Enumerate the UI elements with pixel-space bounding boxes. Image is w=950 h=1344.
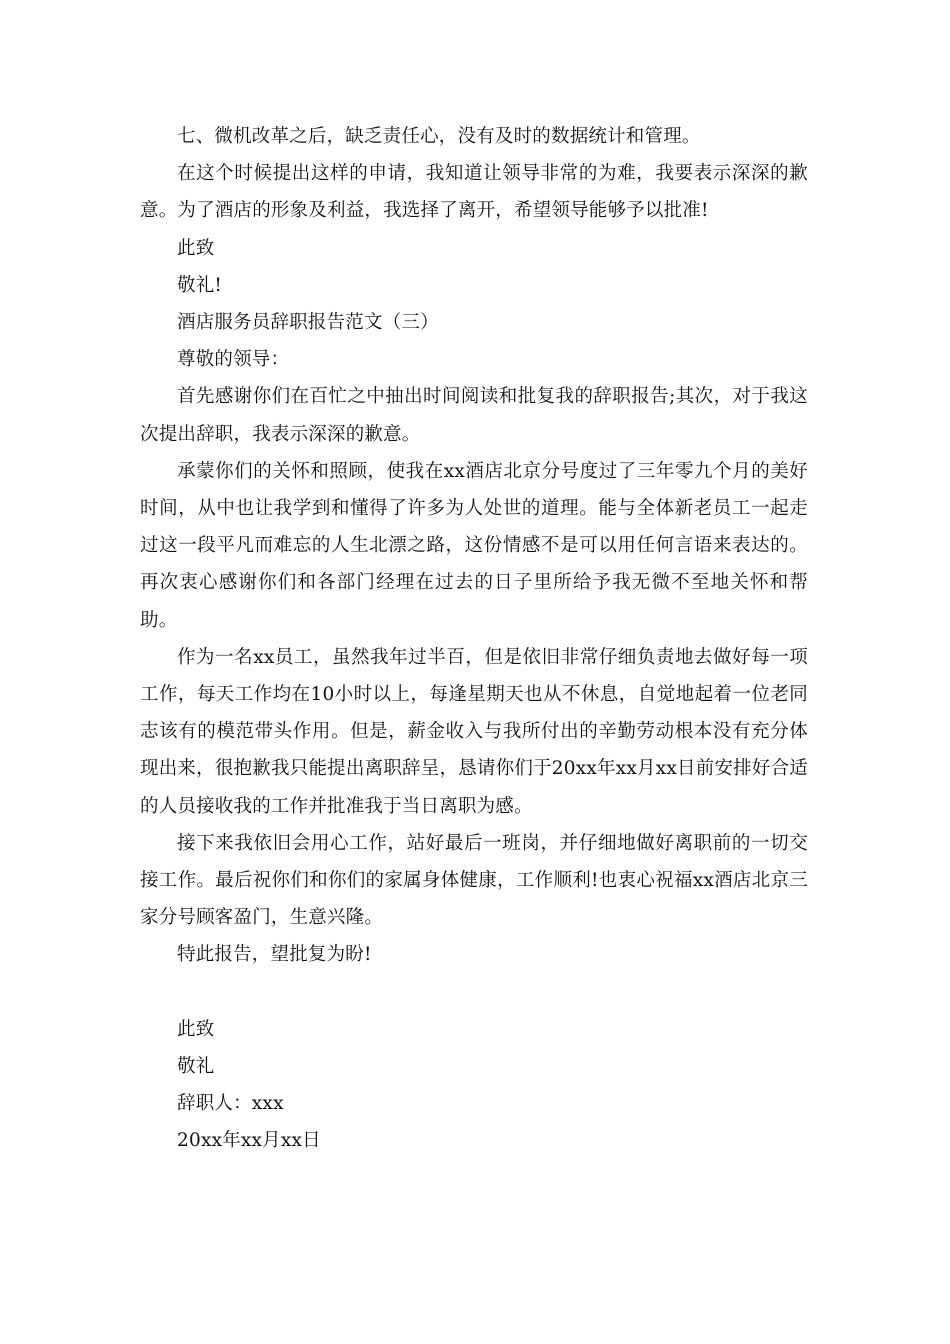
paragraph: 作为一名xx员工，虽然我年过半百，但是依旧非常仔细负责地去做好每一项工作，每天工作均在10小时以上，每逢星期天也从不休息，自觉地起着一位老同志该有的模范带头作用。但是，薪金收入与我所付出的辛勤劳动根本没有充分体现出来，很抱歉我只能提出离职辞呈，恳请你们于20xx年xx月xx日前安排好合适的人员接收我的工作并批准我于当日离职为感。 — [140, 646, 808, 817]
signature-line: 辞职人：xxx — [177, 1093, 284, 1115]
paragraph: 接下来我依旧会用心工作，站好最后一班岗，并仔细地做好离职前的一切交接工作。最后祝你们和你们的家属身体健康，工作顺利!也衷心祝福xx酒店北京三家分号顾客盈门，生意兴隆。 — [140, 832, 808, 929]
salutation: 尊敬的领导： — [177, 349, 290, 371]
closing-line: 敬礼 — [177, 1055, 215, 1077]
section-title: 酒店服务员辞职报告范文（三） — [177, 312, 439, 334]
paragraph: 敬礼! — [177, 274, 223, 296]
paragraph: 承蒙你们的关怀和照顾，使我在xx酒店北京分号度过了三年零九个月的美好时间，从中也让我学到和懂得了许多为人处世的道理。能与全体新老员工一起走过这一段平凡而难忘的人生北漂之路，这份情感不是可以用任何言语来表达的。再次衷心感谢你们和各部门经理在过去的日子里所给予我无微不至地关怀和帮助。 — [140, 460, 808, 631]
paragraph: 首先感谢你们在百忙之中抽出时间阅读和批复我的辞职报告;其次，对于我这次提出辞职，我表示深深的歉意。 — [140, 386, 808, 445]
paragraph: 特此报告，望批复为盼! — [177, 944, 372, 966]
blank-line — [140, 974, 808, 1011]
date-line: 20xx年xx月xx日 — [177, 1130, 321, 1152]
paragraph: 此致 — [177, 237, 215, 259]
document-body — [140, 118, 808, 1159]
paragraph: 七、微机改革之后，缺乏责任心，没有及时的数据统计和管理。 — [177, 126, 701, 147]
paragraph: 在这个时候提出这样的申请，我知道让领导非常的为难，我要表示深深的歉意。为了酒店的形象及利益，我选择了离开，希望领导能够予以批准! — [140, 163, 808, 222]
closing-line: 此致 — [177, 1018, 215, 1040]
